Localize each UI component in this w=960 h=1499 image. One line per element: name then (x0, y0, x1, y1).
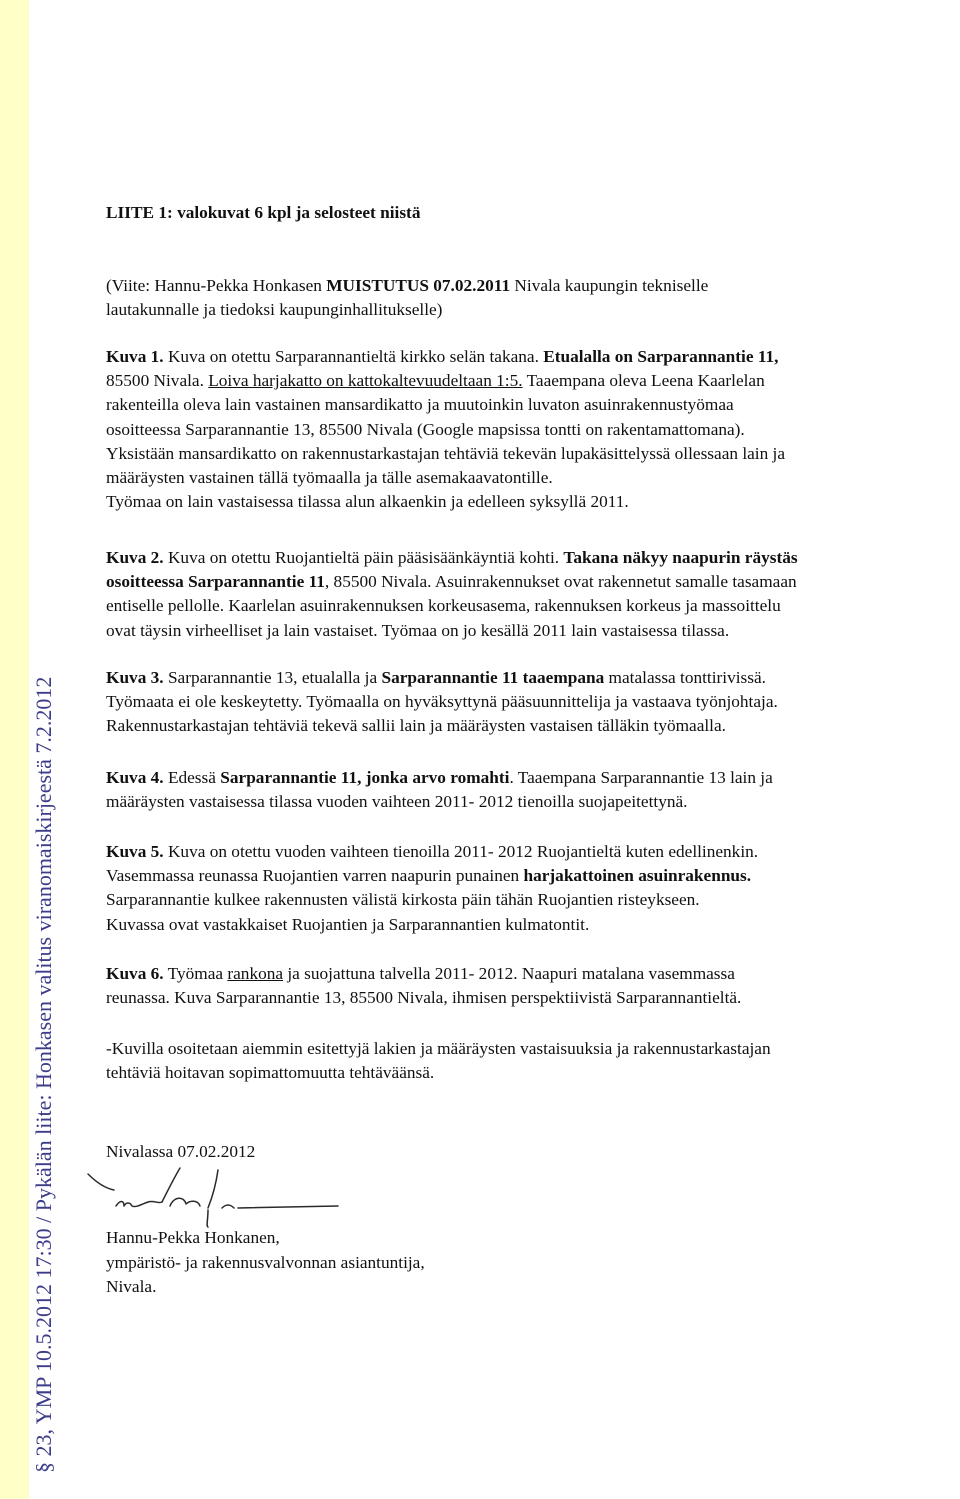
kuva5-line-2a: Vasemmassa reunassa Ruojantien varren naapurin punainen (106, 866, 524, 886)
kuva4-bold-1: Sarparannantie 11, jonka arvo romahti (220, 768, 510, 787)
kuva5-line-4: Kuvassa ovat vastakkaiset Ruojantien ja Sarparannantien kulmatontit. (106, 914, 590, 934)
kuva6-line-2: reunassa. Kuva Sarparannantie 13, 85500 Nivala, ihmisen perspektiivistä Sarparannantieltä. (106, 988, 742, 1008)
kuva3-line-2: Työmaata ei ole keskeytetty. Työmaalla on hyväksyttynä pääsuunnittelija ja vastaava työnjohtaja. (106, 692, 778, 712)
side-stamp-strip (0, 0, 56, 1499)
kuva2-text-1: Kuva on otettu Ruojantieltä päin pääsisäänkäyntiä kohti. (163, 548, 564, 567)
kuva4-label: Kuva 4. (106, 768, 164, 787)
kuva4-text-2: . Taaempana Sarparannantie 13 lain ja (509, 768, 773, 787)
kuva1-line-5: Yksistään mansardikatto on rakennustarkastajan tehtäviä tekevän lupakäsittelyssä ollessaan lain ja (106, 443, 786, 463)
kuva1-text-3: Taaempana oleva Leena Kaarlelan (522, 371, 765, 391)
reference-bold: MUISTUTUS 07.02.2011 (326, 276, 511, 295)
kuva6-label: Kuva 6. (106, 964, 164, 983)
kuva5-line-2b: harjakattoinen asuinrakennus. (523, 866, 752, 886)
kuva6-text-2: ja suojattuna talvella 2011- 2012. Naapuri matalana vasemmassa (283, 964, 735, 983)
kuva1-underline: Loiva harjakatto on kattokaltevuudeltaan 1:5. (208, 371, 523, 391)
handwritten-signature (58, 1166, 388, 1228)
closing-paragraph (106, 1037, 946, 1085)
kuva4-paragraph (106, 766, 946, 814)
kuva2-line-3: entiselle pellolle. Kaarlelan asuinrakennuksen korkeusasema, rakennuksen korkeus ja massoittelu (106, 596, 781, 616)
signer-role: ympäristö- ja rakennusvalvonnan asiantuntija, (106, 1252, 425, 1272)
kuva5-text-1: Kuva on otettu vuoden vaihteen tienoilla 2011- 2012 Ruojantieltä kuten edellinenkin. (163, 842, 759, 861)
kuva2-text-2: , 85500 Nivala. Asuinrakennukset ovat rakennetut samalle tasamaan (324, 572, 797, 592)
kuva1-line-4: osoitteessa Sarparannantie 13, 85500 Nivala (Google mapsissa tontti on rakentamattomana). (106, 419, 745, 439)
signature-block (106, 1140, 606, 1300)
kuva2-bold-1: Takana näkyy naapurin räystäs (563, 548, 798, 567)
signer-name: Hannu-Pekka Honkanen, (106, 1228, 280, 1247)
kuva3-text-2: matalassa tonttirivissä. (604, 668, 766, 687)
kuva3-bold-1: Sarparannantie 11 taaempana (381, 668, 605, 687)
kuva2-bold-2: osoitteessa Sarparannantie 11 (106, 572, 325, 592)
kuva3-text-1: Sarparannantie 13, etualalla ja (163, 668, 382, 687)
kuva1-line-7: Työmaa on lain vastaisessa tilassa alun alkaenkin ja edelleen syksyllä 2011. (106, 492, 629, 512)
kuva4-text-1: Edessä (163, 768, 221, 787)
kuva2-paragraph (106, 546, 946, 643)
kuva5-paragraph (106, 840, 946, 937)
kuva6-underline: rankona (227, 964, 284, 983)
attachment-title: LIITE 1: valokuvat 6 kpl ja selosteet niistä (106, 203, 421, 222)
kuva1-label: Kuva 1. (106, 347, 164, 366)
kuva2-label: Kuva 2. (106, 548, 164, 567)
closing-line-2: tehtäviä hoitavan sopimattomuutta tehtäväänsä. (106, 1063, 435, 1083)
kuva3-label: Kuva 3. (106, 668, 164, 687)
side-stamp-text: § 23, YMP 10.5.2012 17:30 / Pykälän liite: Honkasen valitus viranomaiskirjeestä 7.2.2012 (31, 676, 56, 1473)
kuva5-line-3: Sarparannantie kulkee rakennusten välistä kirkosta päin tähän Ruojantien risteykseen. (106, 890, 700, 910)
kuva2-line-4: ovat täysin virheelliset ja lain vastaiset. Työmaa on jo kesällä 2011 lain vastaisessa tilassa. (106, 620, 730, 640)
kuva6-paragraph (106, 962, 946, 1010)
signer-city: Nivala. (106, 1277, 157, 1296)
kuva1-text-2: 85500 Nivala. (106, 371, 209, 391)
kuva6-text-1: Työmaa (163, 964, 228, 983)
kuva1-paragraph (106, 345, 946, 514)
reference-text-a: (Viite: Hannu-Pekka Honkasen (106, 276, 327, 295)
kuva1-line-3: rakenteilla oleva lain vastainen mansardikatto ja muutoinkin luvaton asuinrakennustyömaa (106, 395, 734, 415)
closing-line-1: -Kuvilla osoitetaan aiemmin esitettyjä lakien ja määräysten vastaisuuksia ja rakennustarkastajan (106, 1039, 771, 1058)
kuva1-bold-1: Etualalla on Sarparannantie 11, (543, 347, 779, 366)
kuva1-line-6: määräysten vastainen tällä työmaalla ja tälle asemakaavatontille. (106, 468, 553, 488)
kuva5-label: Kuva 5. (106, 842, 164, 861)
reference-line-2: lautakunnalle ja tiedoksi kaupunginhallitukselle) (106, 300, 443, 320)
reference-text-c: Nivala kaupungin tekniselle (510, 276, 709, 295)
kuva3-paragraph (106, 666, 946, 739)
place-date: Nivalassa 07.02.2012 (106, 1142, 256, 1161)
reference-paragraph (106, 274, 946, 322)
kuva1-text-1: Kuva on otettu Sarparannantieltä kirkko selän takana. (163, 347, 544, 366)
kuva3-line-3: Rakennustarkastajan tehtäviä tekevä sallii lain ja määräysten vastaisen tälläkin työmaalla. (106, 716, 726, 736)
kuva4-line-2: määräysten vastaisessa tilassa vuoden vaihteen 2011- 2012 tienoilla suojapeitettynä. (106, 792, 688, 812)
